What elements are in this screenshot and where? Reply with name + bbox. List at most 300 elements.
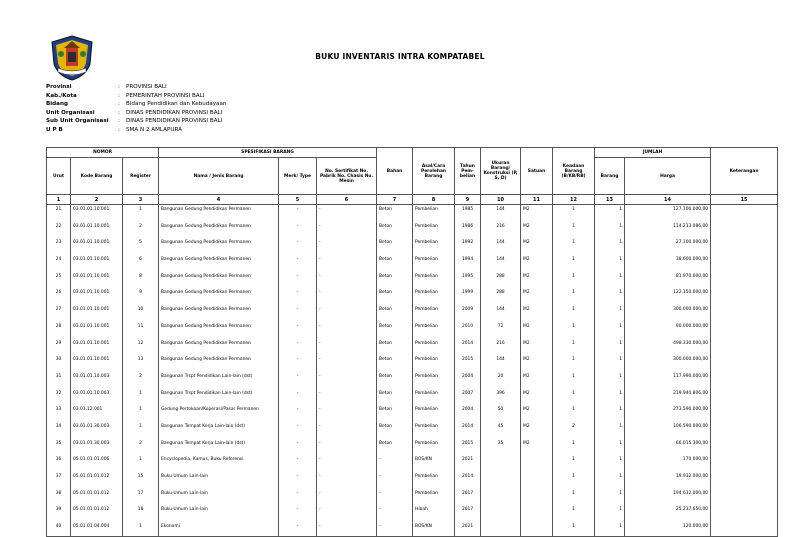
- cell-register: 6: [123, 255, 159, 272]
- cell-keterangan: [711, 472, 778, 489]
- cell-sertifikat: -: [317, 472, 377, 489]
- cell-register: 11: [123, 322, 159, 339]
- table-row: [47, 272, 778, 289]
- cell-nama-barang: Bangunan Gedung Pendidikan Permanen: [159, 222, 279, 239]
- cell-ukuran: 72: [481, 322, 521, 339]
- cell-satuan: M2: [521, 372, 553, 389]
- cell-ukuran: 20: [481, 372, 521, 389]
- cell-jumlah-barang: 1: [595, 339, 625, 356]
- meta-row-provinsi: [46, 83, 226, 92]
- cell-merk: -: [279, 522, 317, 537]
- cell-urut: 21: [47, 205, 71, 222]
- cell-harga: 19.932.000,00: [625, 472, 711, 489]
- cell-harga: 106.590.000,00: [625, 422, 711, 439]
- column-number: 2: [71, 195, 123, 205]
- cell-tahun: 2014: [455, 339, 481, 356]
- column-number: 15: [711, 195, 778, 205]
- column-number: 3: [123, 195, 159, 205]
- cell-kode-barang: 03.01.01.10.001: [71, 288, 123, 305]
- meta-row-unit-organisasi: [46, 109, 226, 118]
- cell-urut: 23: [47, 238, 71, 255]
- header-kode: Kode Barang: [71, 158, 123, 195]
- cell-keterangan: [711, 389, 778, 406]
- cell-keterangan: [711, 238, 778, 255]
- meta-label: Sub Unit Organisasi: [46, 118, 109, 125]
- column-number: 9: [455, 195, 481, 205]
- table-row: [47, 339, 778, 356]
- cell-keterangan: [711, 405, 778, 422]
- cell-tahun: 2014: [455, 422, 481, 439]
- cell-tahun: 2010: [455, 322, 481, 339]
- column-number: 12: [553, 195, 595, 205]
- cell-satuan: [521, 455, 553, 472]
- cell-urut: 31: [47, 372, 71, 389]
- cell-keterangan: [711, 339, 778, 356]
- cell-sertifikat: -: [317, 389, 377, 406]
- cell-merk: -: [279, 355, 317, 372]
- header-ukuran: Ukuran Barang/ Konstruksi (P, S, D): [481, 148, 521, 195]
- cell-bahan: Beton: [377, 238, 413, 255]
- cell-bahan: Beton: [377, 372, 413, 389]
- cell-asal-perolehan: Pembelian: [413, 205, 455, 222]
- meta-row-kabkota: [46, 92, 226, 101]
- cell-keadaan: 1: [553, 272, 595, 289]
- cell-nama-barang: Bangunan Gedung Pendidikan Permanen: [159, 205, 279, 222]
- header-harga: Harga: [625, 158, 711, 195]
- cell-satuan: M2: [521, 389, 553, 406]
- cell-tahun: 1986: [455, 222, 481, 239]
- cell-jumlah-barang: 1: [595, 322, 625, 339]
- cell-harga: 114.213.086,00: [625, 222, 711, 239]
- header-bahan: Bahan: [377, 148, 413, 195]
- cell-merk: -: [279, 238, 317, 255]
- cell-keadaan: 1: [553, 439, 595, 456]
- cell-sertifikat: -: [317, 288, 377, 305]
- cell-asal-perolehan: BOS/KN: [413, 522, 455, 537]
- cell-satuan: M2: [521, 255, 553, 272]
- table-row: [47, 205, 778, 222]
- cell-nama-barang: Encyclopedia, Kamus, Buku Referensi: [159, 455, 279, 472]
- meta-colon: :: [118, 84, 120, 90]
- cell-harga: 66.015.300,00: [625, 439, 711, 456]
- cell-sertifikat: -: [317, 205, 377, 222]
- cell-keterangan: [711, 305, 778, 322]
- table-row: [47, 489, 778, 506]
- column-number: 14: [625, 195, 711, 205]
- cell-sertifikat: -: [317, 505, 377, 522]
- cell-satuan: M2: [521, 272, 553, 289]
- cell-ukuran: [481, 522, 521, 537]
- cell-tahun: 2021: [455, 522, 481, 537]
- cell-tahun: 1992: [455, 238, 481, 255]
- cell-jumlah-barang: 1: [595, 305, 625, 322]
- cell-harga: 127.100.000,00: [625, 205, 711, 222]
- cell-urut: 34: [47, 422, 71, 439]
- meta-value: SMA N 2 AMLAPURA: [126, 126, 182, 133]
- cell-nama-barang: Bangunan Trspt Pendidikan Lain-lain (dst): [159, 389, 279, 406]
- cell-asal-perolehan: BOS/KN: [413, 455, 455, 472]
- cell-kode-barang: 03.01.01.10.001: [71, 322, 123, 339]
- cell-kode-barang: 03.01.01.10.003: [71, 389, 123, 406]
- cell-tahun: 1999: [455, 288, 481, 305]
- cell-merk: -: [279, 489, 317, 506]
- cell-sertifikat: -: [317, 372, 377, 389]
- cell-harga: 120.000,00: [625, 522, 711, 537]
- cell-kode-barang: 03.01.01.10.001: [71, 205, 123, 222]
- cell-bahan: Beton: [377, 272, 413, 289]
- cell-urut: 33: [47, 405, 71, 422]
- cell-register: 1: [123, 405, 159, 422]
- cell-jumlah-barang: 1: [595, 222, 625, 239]
- cell-urut: 32: [47, 389, 71, 406]
- cell-sertifikat: -: [317, 272, 377, 289]
- cell-bahan: Beton: [377, 255, 413, 272]
- header-jumlah: JUMLAH: [595, 148, 711, 158]
- cell-jumlah-barang: 1: [595, 389, 625, 406]
- meta-value: PEMERINTAH PROVINSI BALI: [126, 92, 205, 99]
- cell-keadaan: 1: [553, 389, 595, 406]
- cell-bahan: Beton: [377, 322, 413, 339]
- cell-ukuran: 288: [481, 288, 521, 305]
- header-keadaan: Keadaan Barang (B/KB/RB): [553, 148, 595, 195]
- cell-nama-barang: Bangunan Gedung Pendidikan Permanen: [159, 272, 279, 289]
- cell-keterangan: [711, 322, 778, 339]
- meta-value: DINAS PENDIDIKAN PROVINSI BALI: [126, 109, 223, 116]
- cell-asal-perolehan: Pembelian: [413, 238, 455, 255]
- cell-merk: -: [279, 272, 317, 289]
- cell-sertifikat: -: [317, 405, 377, 422]
- header-sertifikat: No. Sertifikat No. Pabrik No. Chasis No. Mesin: [317, 158, 377, 195]
- cell-harga: 300.000.000,00: [625, 305, 711, 322]
- column-number: 11: [521, 195, 553, 205]
- meta-row-upb: [46, 126, 226, 135]
- cell-asal-perolehan: Pembelian: [413, 339, 455, 356]
- table-row: [47, 322, 778, 339]
- cell-keterangan: [711, 455, 778, 472]
- cell-nama-barang: Buku Umum Lain-lain: [159, 472, 279, 489]
- cell-harga: 273.590.000,00: [625, 405, 711, 422]
- cell-jumlah-barang: 1: [595, 355, 625, 372]
- cell-keterangan: [711, 255, 778, 272]
- cell-satuan: M2: [521, 305, 553, 322]
- meta-value: Bidang Pendidikan dan Kebudayaan: [126, 101, 227, 108]
- table-row: [47, 422, 778, 439]
- cell-merk: -: [279, 288, 317, 305]
- header-keterangan: Keterangan: [711, 148, 778, 195]
- cell-keterangan: [711, 272, 778, 289]
- cell-keadaan: 1: [553, 372, 595, 389]
- cell-nama-barang: Bangunan Gedung Pendidikan Permanen: [159, 288, 279, 305]
- cell-sertifikat: -: [317, 522, 377, 537]
- cell-asal-perolehan: Pembelian: [413, 305, 455, 322]
- cell-kode-barang: 05.01.01.04.004: [71, 522, 123, 537]
- cell-sertifikat: -: [317, 455, 377, 472]
- cell-urut: 28: [47, 322, 71, 339]
- cell-nama-barang: Bangunan Trspt Pendidikan Lain-lain (dst): [159, 372, 279, 389]
- cell-sertifikat: -: [317, 222, 377, 239]
- cell-merk: -: [279, 389, 317, 406]
- cell-tahun: 1995: [455, 272, 481, 289]
- cell-asal-perolehan: Pembelian: [413, 389, 455, 406]
- cell-jumlah-barang: 1: [595, 522, 625, 537]
- table-row: [47, 522, 778, 537]
- cell-kode-barang: 03.01.01.10.001: [71, 272, 123, 289]
- cell-nama-barang: Bangunan Gedung Pendidikan Permanen: [159, 238, 279, 255]
- cell-keadaan: 1: [553, 322, 595, 339]
- cell-register: 1: [123, 455, 159, 472]
- cell-harga: 219.940.806,00: [625, 389, 711, 406]
- cell-keterangan: [711, 505, 778, 522]
- column-number: 1: [47, 195, 71, 205]
- document-title: BUKU INVENTARIS INTRA KOMPATABEL: [315, 52, 485, 61]
- table-row: [47, 455, 778, 472]
- cell-bahan: Beton: [377, 305, 413, 322]
- cell-satuan: M2: [521, 422, 553, 439]
- cell-satuan: [521, 522, 553, 537]
- table-row: [47, 472, 778, 489]
- cell-tahun: 2015: [455, 355, 481, 372]
- cell-jumlah-barang: 1: [595, 422, 625, 439]
- cell-register: 1: [123, 205, 159, 222]
- cell-urut: 25: [47, 272, 71, 289]
- cell-urut: 26: [47, 288, 71, 305]
- cell-register: 1: [123, 389, 159, 406]
- cell-urut: 27: [47, 305, 71, 322]
- cell-satuan: M2: [521, 288, 553, 305]
- header-nama: Nama / Jenis Barang: [159, 158, 279, 195]
- meta-label: Bidang: [46, 101, 68, 108]
- cell-satuan: M2: [521, 205, 553, 222]
- meta-value: PROVINSI BALI: [126, 84, 167, 90]
- cell-ukuran: 50: [481, 405, 521, 422]
- meta-label: Unit Organisasi: [46, 109, 95, 116]
- cell-bahan: Beton: [377, 405, 413, 422]
- cell-satuan: M2: [521, 222, 553, 239]
- cell-register: 17: [123, 489, 159, 506]
- meta-label: Kab./Kota: [46, 92, 77, 99]
- cell-kode-barang: 03.01.01.10.001: [71, 305, 123, 322]
- cell-nama-barang: Bangunan Tempat Kerja Lain-lain (dst): [159, 439, 279, 456]
- cell-sertifikat: -: [317, 339, 377, 356]
- cell-register: 1: [123, 522, 159, 537]
- cell-register: 2: [123, 439, 159, 456]
- table-row: [47, 389, 778, 406]
- cell-asal-perolehan: Pembelian: [413, 422, 455, 439]
- cell-harga: 498.330.000,00: [625, 339, 711, 356]
- cell-register: 13: [123, 355, 159, 372]
- cell-harga: 300.000.000,00: [625, 355, 711, 372]
- cell-bahan: -: [377, 472, 413, 489]
- meta-colon: :: [118, 101, 120, 108]
- header-row-groups: [47, 148, 778, 158]
- cell-merk: -: [279, 455, 317, 472]
- cell-tahun: 1994: [455, 255, 481, 272]
- cell-asal-perolehan: Pembelian: [413, 489, 455, 506]
- cell-kode-barang: 03.01.01.30.003: [71, 422, 123, 439]
- cell-merk: -: [279, 405, 317, 422]
- cell-keadaan: 1: [553, 405, 595, 422]
- cell-nama-barang: Bangunan Gedung Pendidikan Permanen: [159, 355, 279, 372]
- cell-satuan: M2: [521, 405, 553, 422]
- header-spesifikasi: SPESIFIKASI BARANG: [159, 148, 377, 158]
- cell-keterangan: [711, 222, 778, 239]
- cell-register: 15: [123, 472, 159, 489]
- cell-tahun: 2009: [455, 305, 481, 322]
- cell-merk: -: [279, 255, 317, 272]
- header-row-numbers: [47, 195, 778, 205]
- cell-keadaan: 1: [553, 222, 595, 239]
- cell-merk: -: [279, 305, 317, 322]
- cell-urut: 38: [47, 489, 71, 506]
- cell-jumlah-barang: 1: [595, 372, 625, 389]
- header-asal: Asal/Cara Perolehan Barang: [413, 148, 455, 195]
- cell-urut: 35: [47, 439, 71, 456]
- cell-satuan: M2: [521, 355, 553, 372]
- cell-ukuran: 216: [481, 222, 521, 239]
- cell-merk: -: [279, 322, 317, 339]
- cell-keadaan: 1: [553, 355, 595, 372]
- cell-urut: 22: [47, 222, 71, 239]
- cell-urut: 30: [47, 355, 71, 372]
- cell-jumlah-barang: 1: [595, 455, 625, 472]
- cell-nama-barang: Gedung Pertokoan/Koperasi/Pasar Permanen: [159, 405, 279, 422]
- cell-ukuran: 144: [481, 355, 521, 372]
- cell-merk: -: [279, 472, 317, 489]
- cell-urut: 39: [47, 505, 71, 522]
- cell-kode-barang: 03.01.01.10.001: [71, 255, 123, 272]
- cell-asal-perolehan: Pembelian: [413, 272, 455, 289]
- cell-tahun: 2007: [455, 389, 481, 406]
- cell-urut: 37: [47, 472, 71, 489]
- table-row: [47, 405, 778, 422]
- cell-asal-perolehan: Pembelian: [413, 322, 455, 339]
- header-nomor: NOMOR: [47, 148, 159, 158]
- meta-label: Provinsi: [46, 84, 72, 90]
- cell-asal-perolehan: Pembelian: [413, 405, 455, 422]
- cell-asal-perolehan: Hibah: [413, 505, 455, 522]
- table-row: [47, 238, 778, 255]
- cell-ukuran: 144: [481, 205, 521, 222]
- cell-harga: 38.600.000,00: [625, 255, 711, 272]
- cell-nama-barang: Ekonomi: [159, 522, 279, 537]
- cell-register: 18: [123, 505, 159, 522]
- cell-harga: 117.990.000,00: [625, 372, 711, 389]
- cell-merk: -: [279, 372, 317, 389]
- cell-nama-barang: Bangunan Tempat Kerja Lain-lain (dst): [159, 422, 279, 439]
- header-urut: Urut: [47, 158, 71, 195]
- table-row: [47, 439, 778, 456]
- cell-jumlah-barang: 1: [595, 472, 625, 489]
- meta-value: DINAS PENDIDIKAN PROVINSI BALI: [126, 118, 223, 125]
- cell-keadaan: 1: [553, 522, 595, 537]
- cell-tahun: 2004: [455, 372, 481, 389]
- cell-keterangan: [711, 439, 778, 456]
- cell-sertifikat: -: [317, 255, 377, 272]
- cell-keadaan: 1: [553, 238, 595, 255]
- header-tahun: Tahun Pem-belian: [455, 148, 481, 195]
- cell-bahan: Beton: [377, 222, 413, 239]
- column-number: 8: [413, 195, 455, 205]
- cell-jumlah-barang: 1: [595, 272, 625, 289]
- meta-colon: :: [118, 126, 120, 133]
- cell-urut: 29: [47, 339, 71, 356]
- cell-satuan: M2: [521, 439, 553, 456]
- cell-tahun: 2021: [455, 455, 481, 472]
- cell-asal-perolehan: Pembelian: [413, 372, 455, 389]
- cell-kode-barang: 03.01.01.10.003: [71, 372, 123, 389]
- cell-merk: -: [279, 505, 317, 522]
- cell-jumlah-barang: 1: [595, 288, 625, 305]
- cell-register: 5: [123, 238, 159, 255]
- cell-asal-perolehan: Pembelian: [413, 355, 455, 372]
- column-number: 13: [595, 195, 625, 205]
- cell-kode-barang: 03.01.01.10.001: [71, 339, 123, 356]
- cell-ukuran: [481, 472, 521, 489]
- cell-asal-perolehan: Pembelian: [413, 255, 455, 272]
- inventory-table: [46, 147, 778, 537]
- cell-satuan: [521, 489, 553, 506]
- cell-jumlah-barang: 1: [595, 489, 625, 506]
- cell-keterangan: [711, 355, 778, 372]
- cell-kode-barang: 05.01.01.01.012: [71, 472, 123, 489]
- cell-satuan: M2: [521, 238, 553, 255]
- cell-ukuran: 288: [481, 272, 521, 289]
- cell-bahan: Beton: [377, 205, 413, 222]
- cell-sertifikat: -: [317, 238, 377, 255]
- cell-sertifikat: -: [317, 322, 377, 339]
- cell-asal-perolehan: Pembelian: [413, 288, 455, 305]
- cell-ukuran: 216: [481, 339, 521, 356]
- cell-kode-barang: 03.01.12.001: [71, 405, 123, 422]
- column-number: 5: [279, 195, 317, 205]
- cell-nama-barang: Bangunan Gedung Pendidikan Permanen: [159, 339, 279, 356]
- cell-ukuran: 144: [481, 305, 521, 322]
- cell-urut: 24: [47, 255, 71, 272]
- cell-harga: 27.100.000,00: [625, 238, 711, 255]
- cell-kode-barang: 03.01.01.10.001: [71, 238, 123, 255]
- cell-tahun: 2017: [455, 489, 481, 506]
- cell-bahan: -: [377, 455, 413, 472]
- cell-bahan: Beton: [377, 389, 413, 406]
- cell-merk: -: [279, 422, 317, 439]
- meta-colon: :: [118, 92, 120, 99]
- cell-merk: -: [279, 222, 317, 239]
- header-barang: Barang: [595, 158, 625, 195]
- meta-row-bidang: [46, 100, 226, 109]
- cell-ukuran: 396: [481, 389, 521, 406]
- cell-register: 9: [123, 288, 159, 305]
- cell-kode-barang: 05.01.01.01.012: [71, 489, 123, 506]
- table-row: [47, 255, 778, 272]
- cell-keadaan: 1: [553, 489, 595, 506]
- cell-merk: -: [279, 205, 317, 222]
- cell-sertifikat: -: [317, 489, 377, 506]
- header-satuan: Satuan: [521, 148, 553, 195]
- cell-bahan: Beton: [377, 355, 413, 372]
- cell-sertifikat: -: [317, 422, 377, 439]
- cell-register: 10: [123, 305, 159, 322]
- cell-bahan: Beton: [377, 339, 413, 356]
- meta-label: U P B: [46, 126, 63, 133]
- cell-bahan: -: [377, 489, 413, 506]
- cell-ukuran: 144: [481, 238, 521, 255]
- cell-ukuran: 35: [481, 439, 521, 456]
- cell-nama-barang: Bangunan Gedung Pendidikan Permanen: [159, 305, 279, 322]
- cell-register: 8: [123, 272, 159, 289]
- column-number: 10: [481, 195, 521, 205]
- cell-nama-barang: Bangunan Gedung Pendidikan Permanen: [159, 322, 279, 339]
- cell-harga: 90.000.000,00: [625, 322, 711, 339]
